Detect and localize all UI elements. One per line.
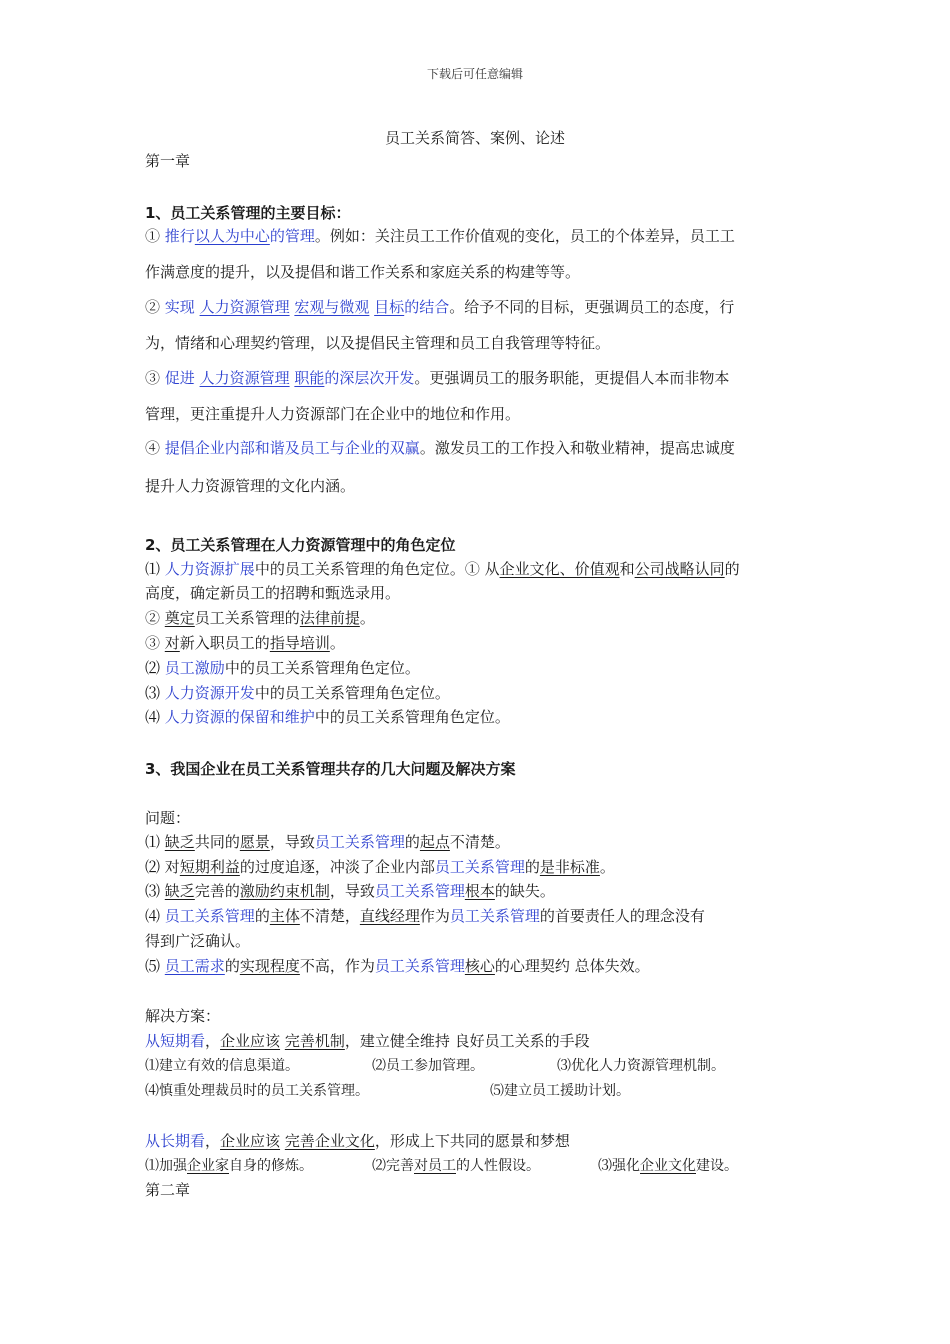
text-span: 的 [224, 957, 240, 975]
section-heading: 3、我国企业在员工关系管理共存的几大问题及解决方案 [145, 760, 516, 778]
key-phrase: 缺乏 [164, 833, 195, 851]
problem-item [145, 832, 510, 852]
problem-item [145, 881, 555, 901]
text-span: 。 [359, 609, 375, 627]
key-phrase: 提倡企业内部和谐及员工与企业的双赢 [164, 439, 420, 457]
text-span: 新入职员工的 [179, 634, 270, 652]
text-span: 的首要责任人的理念没有 [539, 907, 705, 925]
key-phrase: 目标 [374, 298, 405, 316]
goal-item [145, 226, 735, 246]
item-number: ⑶ [145, 684, 161, 702]
key-phrase: 员工关系管理 [434, 858, 525, 876]
key-phrase: 实现 [164, 298, 200, 316]
role-subitem [145, 608, 375, 628]
short-term-line [145, 1031, 590, 1051]
solution-item: ⑸建立员工援助计划。 [490, 1083, 630, 1099]
item-number: ① [145, 227, 161, 245]
section-heading: 2、员工关系管理在人力资源管理中的角色定位 [145, 536, 456, 554]
key-phrase: 对员工 [414, 1158, 456, 1174]
role-item [145, 707, 510, 727]
key-phrase: 指导培训 [269, 634, 330, 652]
solutions-label: 解决方案： [145, 1007, 221, 1025]
role-item [145, 683, 450, 703]
key-phrase: 的结合 [404, 298, 450, 316]
text-line: 为，情绪和心理契约管理，以及提倡民主管理和员工自我管理等特征。 [145, 334, 611, 352]
text-span: 。 [599, 858, 615, 876]
key-phrase: 企业应该 [220, 1032, 281, 1050]
key-phrase: 直线经理 [359, 907, 420, 925]
key-phrase: 人力资源的保留和维护 [164, 708, 315, 726]
item-number: ⑷ [145, 708, 161, 726]
text-span: ，形成上下共同的愿景和梦想 [374, 1132, 570, 1150]
text-span: ③ [145, 634, 165, 652]
key-phrase: 对 [164, 634, 180, 652]
key-phrase: 公司战略认同 [634, 560, 725, 578]
key-phrase: 促进 [164, 369, 200, 387]
text-span: 。激发员工的工作投入和敬业精神，提高忠诚度 [419, 439, 735, 457]
text-span: 的人性假设。 [456, 1158, 540, 1174]
key-phrase: 人力资源管理 [199, 369, 290, 387]
key-phrase: 是非标准 [539, 858, 600, 876]
text-span: ， [205, 1032, 221, 1050]
goal-item [145, 438, 735, 458]
key-phrase: 员工关系管理 [449, 907, 540, 925]
text-span: 中的员工关系管理的角色定位。① 从 [254, 560, 500, 578]
text-span: ② [145, 609, 165, 627]
key-phrase: 法律前提 [299, 609, 360, 627]
text-span: 完善的 [194, 882, 240, 900]
text-span: 。例如：关注员工工作价值观的变化，员工的个体差异，员工工 [314, 227, 735, 245]
text-span: 对 [164, 858, 180, 876]
key-phrase: 员工关系管理 [374, 882, 465, 900]
key-phrase: 完善机制 [284, 1032, 345, 1050]
key-phrase: 愿景 [239, 833, 270, 851]
text-span: ，建立健全维持 良好员工关系的手段 [344, 1032, 590, 1050]
solution-item: ⑷慎重处理裁员时的员工关系管理。 [145, 1083, 369, 1099]
role-subitem [145, 633, 345, 653]
key-phrase: 推行 [164, 227, 195, 245]
item-number: ⑷ [145, 907, 161, 925]
item-number: ② [145, 298, 161, 316]
solution-item [145, 1156, 313, 1176]
key-phrase: 奠定 [164, 609, 195, 627]
key-phrase: 企业文化 [640, 1158, 696, 1174]
solution-item: ⑶优化人力资源管理机制。 [557, 1058, 725, 1074]
text-span: 建设。 [696, 1158, 738, 1174]
text-span: 的 [724, 560, 740, 578]
text-span: 。更强调员工的服务职能，更提倡人本而非物本 [414, 369, 730, 387]
goal-item [145, 368, 729, 388]
key-phrase: 以人为中心 [194, 227, 270, 245]
text-span: 的 [404, 833, 420, 851]
key-phrase: 企业家 [187, 1158, 229, 1174]
text-span: ⑵完善 [372, 1158, 414, 1174]
key-phrase: 人力资源管理 [199, 298, 290, 316]
chapter-heading: 第一章 [145, 152, 191, 170]
section-heading: 1、员工关系管理的主要目标： [145, 204, 351, 222]
key-phrase: 短期利益 [179, 858, 240, 876]
text-span: 的 [254, 907, 270, 925]
text-line: 提升人力资源管理的文化内涵。 [145, 477, 356, 495]
text-line: 作满意度的提升，以及提倡和谐工作关系和家庭关系的构建等等。 [145, 263, 581, 281]
key-phrase: 人力资源扩展 [164, 560, 255, 578]
text-span: 中的员工关系管理角色定位。 [254, 684, 450, 702]
item-number: ③ [145, 369, 161, 387]
item-number: ⑵ [145, 659, 161, 677]
key-phrase: 根本 [464, 882, 495, 900]
long-term-line [145, 1131, 570, 1151]
text-span: 的心理契约 总体失效。 [494, 957, 650, 975]
text-span: 的 [524, 858, 540, 876]
page-header: 下载后可任意编辑 [426, 67, 523, 81]
key-phrase: 完善企业文化 [284, 1132, 375, 1150]
key-phrase: 从短期看 [145, 1032, 206, 1050]
text-span: 。给予不同的目标，更强调员工的态度，行 [449, 298, 735, 316]
key-phrase: 从长期看 [145, 1132, 206, 1150]
text-span: ⑴加强 [145, 1158, 187, 1174]
text-line: 管理，更注重提升人力资源部门在企业中的地位和作用。 [145, 405, 521, 423]
key-phrase: 企业文化、价值观 [499, 560, 620, 578]
solution-item [598, 1156, 738, 1176]
text-span: 的过度追逐，冲淡了企业内部 [239, 858, 435, 876]
item-number: ⑶ [145, 882, 161, 900]
text-span: ，导致 [329, 882, 375, 900]
item-number: ⑴ [145, 833, 161, 851]
text-line: 得到广泛确认。 [145, 932, 251, 950]
key-phrase: 员工关系管理 [314, 833, 405, 851]
role-item [145, 559, 740, 579]
key-phrase: 的管理 [269, 227, 315, 245]
key-phrase: 主体 [269, 907, 300, 925]
key-phrase: 企业应该 [220, 1132, 281, 1150]
text-span: 自身的修炼。 [229, 1158, 313, 1174]
key-phrase: 的深层次开发 [324, 369, 415, 387]
role-item [145, 658, 420, 678]
key-phrase: 激励约束机制 [239, 882, 330, 900]
text-span: 不清楚。 [449, 833, 510, 851]
key-phrase: 职能 [294, 369, 325, 387]
text-line: 高度，确定新员工的招聘和甄选录用。 [145, 584, 401, 602]
text-span: 和 [619, 560, 635, 578]
solution-item [372, 1156, 540, 1176]
key-phrase: 员工关系管理 [164, 907, 255, 925]
key-phrase: 起点 [419, 833, 450, 851]
problem-item [145, 956, 650, 976]
text-span: 的缺失。 [494, 882, 555, 900]
key-phrase: 缺乏 [164, 882, 195, 900]
text-span: 不清楚， [299, 907, 360, 925]
problem-item [145, 906, 705, 926]
key-phrase: 员工关系管理 [374, 957, 465, 975]
item-number: ④ [145, 439, 161, 457]
text-span: ⑶强化 [598, 1158, 640, 1174]
text-span: 中的员工关系管理角色定位。 [224, 659, 420, 677]
text-span: 作为 [419, 907, 450, 925]
text-span: 中的员工关系管理角色定位。 [314, 708, 510, 726]
text-span: 。 [329, 634, 345, 652]
item-number: ⑴ [145, 560, 161, 578]
item-number: ⑵ [145, 858, 161, 876]
key-phrase: 宏观与微观 [294, 298, 370, 316]
problems-label: 问题： [145, 809, 191, 827]
key-phrase: 员工激励 [164, 659, 225, 677]
text-span: 员工关系管理的 [194, 609, 300, 627]
key-phrase: 员工需求 [164, 957, 225, 975]
key-phrase: 核心 [464, 957, 495, 975]
key-phrase: 人力资源开发 [164, 684, 255, 702]
text-span: 不高，作为 [299, 957, 375, 975]
item-number: ⑸ [145, 957, 161, 975]
document-title: 员工关系简答、案例、论述 [384, 129, 565, 147]
key-phrase: 实现程度 [239, 957, 300, 975]
goal-item [145, 297, 734, 317]
chapter-heading: 第二章 [145, 1181, 191, 1199]
text-span: ，导致 [269, 833, 315, 851]
text-span: 共同的 [194, 833, 240, 851]
solution-item: ⑴建立有效的信息渠道。 [145, 1058, 299, 1074]
problem-item [145, 857, 615, 877]
text-span: ， [205, 1132, 221, 1150]
solution-item: ⑵员工参加管理。 [372, 1058, 484, 1074]
